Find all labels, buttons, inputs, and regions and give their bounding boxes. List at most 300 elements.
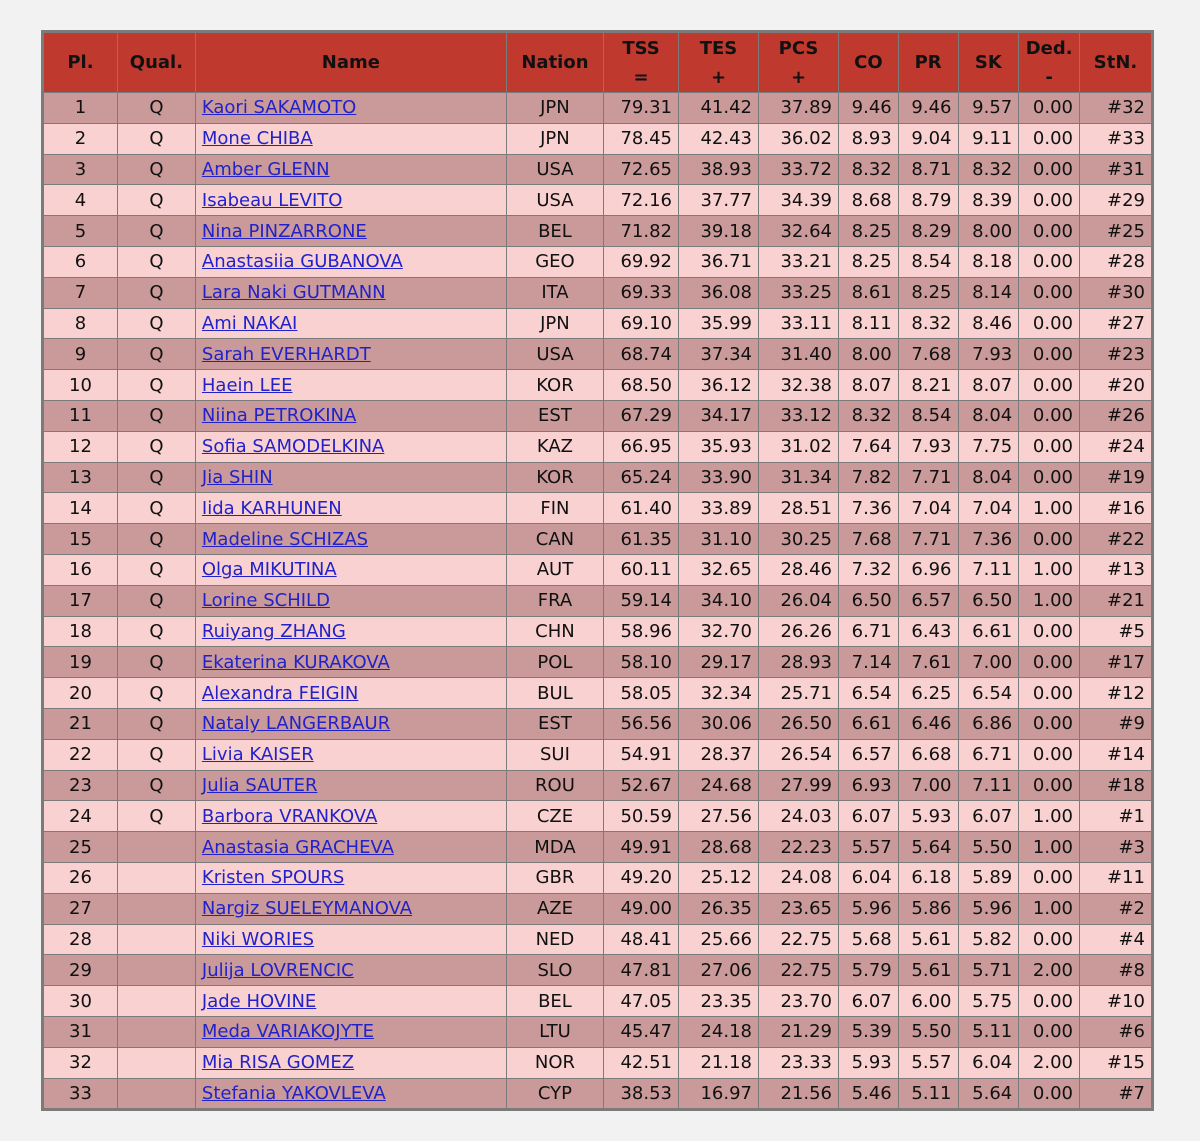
- table-row: [44, 894, 1151, 924]
- cell-co: 5.46: [839, 1079, 898, 1109]
- header-co-label: CO: [854, 52, 883, 73]
- cell-stn: #9: [1080, 709, 1151, 739]
- header-row: [44, 33, 1151, 92]
- header-sk: [959, 33, 1019, 92]
- cell-sk: 7.04: [959, 493, 1019, 523]
- skater-name-link[interactable]: Nina PINZARRONE: [201, 220, 367, 242]
- skater-name-link[interactable]: Sofia SAMODELKINA: [201, 436, 385, 458]
- skater-name-link[interactable]: Nataly LANGERBAUR: [201, 713, 391, 735]
- cell-name: [196, 894, 506, 924]
- cell-ded: 0.00: [1019, 155, 1079, 185]
- cell-pr: 7.68: [899, 339, 958, 369]
- cell-pcs: 31.02: [759, 432, 838, 462]
- header-tss: [604, 33, 678, 92]
- cell-qual: [118, 1079, 195, 1109]
- skater-name-link[interactable]: Anastasiia GUBANOVA: [201, 251, 403, 273]
- header-pr-label: PR: [914, 52, 942, 73]
- header-sk-label: SK: [974, 52, 1002, 73]
- cell-co: 8.07: [839, 370, 898, 400]
- cell-tes: 36.12: [679, 370, 758, 400]
- cell-ded: 0.00: [1019, 247, 1079, 277]
- skater-name-link[interactable]: Kristen SPOURS: [201, 867, 345, 889]
- cell-qual: Q: [118, 155, 195, 185]
- cell-pr: 5.61: [899, 955, 958, 985]
- cell-co: 5.79: [839, 955, 898, 985]
- cell-co: 7.36: [839, 493, 898, 523]
- cell-tes: 42.43: [679, 124, 758, 154]
- skater-name-link[interactable]: Jia SHIN: [201, 466, 273, 488]
- cell-nation: CYP: [507, 1079, 603, 1109]
- table-row: [44, 709, 1151, 739]
- cell-tss: 61.35: [604, 524, 678, 554]
- cell-tss: 58.96: [604, 617, 678, 647]
- cell-sk: 8.07: [959, 370, 1019, 400]
- cell-co: 6.04: [839, 863, 898, 893]
- skater-name-link[interactable]: Lara Naki GUTMANN: [201, 282, 386, 304]
- cell-tes: 32.70: [679, 617, 758, 647]
- skater-name-link[interactable]: Stefania YAKOVLEVA: [201, 1082, 386, 1104]
- cell-tss: 58.05: [604, 678, 678, 708]
- cell-nation: ROU: [507, 771, 603, 801]
- cell-qual: Q: [118, 740, 195, 770]
- skater-name-link[interactable]: Isabeau LEVITO: [201, 189, 343, 211]
- cell-ded: 0.00: [1019, 370, 1079, 400]
- cell-qual: Q: [118, 709, 195, 739]
- cell-name: [196, 216, 506, 246]
- cell-qual: Q: [118, 771, 195, 801]
- cell-stn: #27: [1080, 309, 1151, 339]
- cell-stn: #2: [1080, 894, 1151, 924]
- header-stn: [1080, 33, 1151, 92]
- cell-tes: 36.08: [679, 278, 758, 308]
- cell-ded: 0.00: [1019, 401, 1079, 431]
- table-row: [44, 493, 1151, 523]
- cell-pr: 5.61: [899, 925, 958, 955]
- header-tss-symbol: =: [633, 66, 649, 88]
- header-tes-label: TES: [699, 37, 738, 59]
- cell-tes: 32.34: [679, 678, 758, 708]
- cell-tes: 37.34: [679, 339, 758, 369]
- cell-nation: MDA: [507, 832, 603, 862]
- table-row: [44, 586, 1151, 616]
- cell-pcs: 23.65: [759, 894, 838, 924]
- cell-place: 7: [44, 278, 117, 308]
- skater-name-link[interactable]: Olga MIKUTINA: [201, 559, 337, 581]
- cell-place: 14: [44, 493, 117, 523]
- cell-ded: 0.00: [1019, 1017, 1079, 1047]
- cell-qual: [118, 1017, 195, 1047]
- skater-name-link[interactable]: Barbora VRANKOVA: [201, 805, 378, 827]
- cell-sk: 7.36: [959, 524, 1019, 554]
- skater-name-link[interactable]: Nargiz SUELEYMANOVA: [201, 898, 413, 920]
- cell-nation: GEO: [507, 247, 603, 277]
- cell-ded: 0.00: [1019, 93, 1079, 123]
- cell-tes: 31.10: [679, 524, 758, 554]
- cell-tss: 61.40: [604, 493, 678, 523]
- cell-tss: 69.10: [604, 309, 678, 339]
- cell-qual: Q: [118, 617, 195, 647]
- cell-qual: [118, 894, 195, 924]
- skater-name-link[interactable]: Sarah EVERHARDT: [201, 343, 371, 365]
- cell-nation: SUI: [507, 740, 603, 770]
- cell-pcs: 22.23: [759, 832, 838, 862]
- cell-tss: 72.65: [604, 155, 678, 185]
- cell-co: 6.07: [839, 986, 898, 1016]
- cell-pr: 8.54: [899, 247, 958, 277]
- skater-name-link[interactable]: Alexandra FEIGIN: [201, 682, 359, 704]
- cell-stn: #21: [1080, 586, 1151, 616]
- cell-pcs: 26.54: [759, 740, 838, 770]
- cell-pcs: 28.46: [759, 555, 838, 585]
- cell-tss: 67.29: [604, 401, 678, 431]
- cell-sk: 6.54: [959, 678, 1019, 708]
- cell-tes: 35.99: [679, 309, 758, 339]
- cell-pcs: 27.99: [759, 771, 838, 801]
- cell-sk: 5.75: [959, 986, 1019, 1016]
- cell-nation: BUL: [507, 678, 603, 708]
- cell-tss: 68.74: [604, 339, 678, 369]
- results-table-container: [41, 30, 1154, 1111]
- cell-ded: 0.00: [1019, 709, 1079, 739]
- cell-qual: Q: [118, 309, 195, 339]
- cell-place: 26: [44, 863, 117, 893]
- cell-co: 7.68: [839, 524, 898, 554]
- table-row: [44, 93, 1151, 123]
- cell-name: [196, 309, 506, 339]
- cell-co: 5.68: [839, 925, 898, 955]
- table-row: [44, 216, 1151, 246]
- cell-pcs: 34.39: [759, 185, 838, 215]
- header-ded-symbol: -: [1045, 66, 1053, 88]
- cell-stn: #33: [1080, 124, 1151, 154]
- cell-nation: KAZ: [507, 432, 603, 462]
- cell-pcs: 22.75: [759, 955, 838, 985]
- skater-name-link[interactable]: Niina PETROKINA: [201, 405, 357, 427]
- header-pcs-symbol: +: [790, 66, 807, 88]
- cell-tes: 34.10: [679, 586, 758, 616]
- cell-pcs: 26.50: [759, 709, 838, 739]
- skater-name-link[interactable]: Ruiyang ZHANG: [201, 620, 346, 642]
- cell-co: 8.32: [839, 401, 898, 431]
- cell-co: 5.57: [839, 832, 898, 862]
- cell-place: 28: [44, 925, 117, 955]
- cell-place: 12: [44, 432, 117, 462]
- table-row: [44, 185, 1151, 215]
- cell-co: 8.25: [839, 216, 898, 246]
- table-row: [44, 1079, 1151, 1109]
- table-row: [44, 309, 1151, 339]
- results-table: [43, 32, 1152, 1109]
- cell-nation: EST: [507, 709, 603, 739]
- cell-stn: #31: [1080, 155, 1151, 185]
- cell-pcs: 26.26: [759, 617, 838, 647]
- skater-name-link[interactable]: Anastasia GRACHEVA: [201, 836, 394, 858]
- skater-name-link[interactable]: Ami NAKAI: [201, 312, 298, 334]
- cell-qual: Q: [118, 647, 195, 677]
- cell-nation: AZE: [507, 894, 603, 924]
- cell-co: 8.00: [839, 339, 898, 369]
- cell-ded: 0.00: [1019, 1079, 1079, 1109]
- skater-name-link[interactable]: Iida KARHUNEN: [201, 497, 342, 519]
- cell-tss: 78.45: [604, 124, 678, 154]
- cell-sk: 5.64: [959, 1079, 1019, 1109]
- cell-qual: [118, 863, 195, 893]
- cell-pr: 7.00: [899, 771, 958, 801]
- cell-stn: #24: [1080, 432, 1151, 462]
- cell-pr: 5.57: [899, 1048, 958, 1078]
- cell-qual: Q: [118, 216, 195, 246]
- cell-tes: 27.56: [679, 801, 758, 831]
- cell-place: 33: [44, 1079, 117, 1109]
- cell-tes: 38.93: [679, 155, 758, 185]
- cell-nation: BEL: [507, 986, 603, 1016]
- cell-nation: CHN: [507, 617, 603, 647]
- cell-nation: CAN: [507, 524, 603, 554]
- cell-ded: 0.00: [1019, 986, 1079, 1016]
- cell-stn: #15: [1080, 1048, 1151, 1078]
- cell-qual: Q: [118, 524, 195, 554]
- cell-pr: 7.93: [899, 432, 958, 462]
- cell-tss: 48.41: [604, 925, 678, 955]
- cell-pcs: 24.08: [759, 863, 838, 893]
- cell-stn: #17: [1080, 647, 1151, 677]
- cell-nation: USA: [507, 185, 603, 215]
- cell-name: [196, 925, 506, 955]
- cell-name: [196, 771, 506, 801]
- cell-place: 21: [44, 709, 117, 739]
- cell-pr: 7.71: [899, 524, 958, 554]
- cell-tss: 38.53: [604, 1079, 678, 1109]
- cell-tes: 35.93: [679, 432, 758, 462]
- cell-name: [196, 678, 506, 708]
- table-row: [44, 986, 1151, 1016]
- header-tes-symbol: +: [710, 66, 727, 88]
- cell-name: [196, 432, 506, 462]
- cell-ded: 0.00: [1019, 678, 1079, 708]
- cell-nation: POL: [507, 647, 603, 677]
- header-stn-label: StN.: [1093, 52, 1138, 73]
- cell-tes: 23.35: [679, 986, 758, 1016]
- cell-pcs: 33.12: [759, 401, 838, 431]
- cell-name: [196, 124, 506, 154]
- cell-name: [196, 524, 506, 554]
- cell-sk: 6.07: [959, 801, 1019, 831]
- cell-pcs: 24.03: [759, 801, 838, 831]
- cell-stn: #32: [1080, 93, 1151, 123]
- cell-place: 11: [44, 401, 117, 431]
- cell-pr: 8.21: [899, 370, 958, 400]
- cell-sk: 5.96: [959, 894, 1019, 924]
- table-row: [44, 124, 1151, 154]
- skater-name-link[interactable]: Niki WORIES: [201, 928, 315, 950]
- cell-co: 7.64: [839, 432, 898, 462]
- skater-name-link[interactable]: Mone CHIBA: [201, 128, 313, 150]
- cell-tss: 72.16: [604, 185, 678, 215]
- cell-qual: Q: [118, 678, 195, 708]
- cell-place: 30: [44, 986, 117, 1016]
- cell-co: 6.57: [839, 740, 898, 770]
- skater-name-link[interactable]: Haein LEE: [201, 374, 293, 396]
- header-ded: [1019, 33, 1079, 92]
- cell-pcs: 31.34: [759, 463, 838, 493]
- cell-place: 2: [44, 124, 117, 154]
- cell-name: [196, 832, 506, 862]
- cell-name: [196, 278, 506, 308]
- cell-stn: #14: [1080, 740, 1151, 770]
- cell-qual: Q: [118, 185, 195, 215]
- cell-pcs: 31.40: [759, 339, 838, 369]
- cell-stn: #6: [1080, 1017, 1151, 1047]
- cell-pcs: 33.72: [759, 155, 838, 185]
- cell-sk: 7.75: [959, 432, 1019, 462]
- cell-place: 17: [44, 586, 117, 616]
- cell-pr: 5.86: [899, 894, 958, 924]
- cell-name: [196, 740, 506, 770]
- table-row: [44, 1017, 1151, 1047]
- cell-sk: 6.04: [959, 1048, 1019, 1078]
- table-row: [44, 678, 1151, 708]
- table-row: [44, 155, 1151, 185]
- cell-name: [196, 155, 506, 185]
- cell-tss: 60.11: [604, 555, 678, 585]
- header-place: [44, 33, 117, 92]
- header-nation-label: Nation: [521, 52, 589, 73]
- cell-ded: 2.00: [1019, 955, 1079, 985]
- cell-name: [196, 493, 506, 523]
- cell-nation: NOR: [507, 1048, 603, 1078]
- skater-name-link[interactable]: Jade HOVINE: [201, 990, 317, 1012]
- results-body: [44, 93, 1151, 1108]
- cell-place: 6: [44, 247, 117, 277]
- table-row: [44, 432, 1151, 462]
- cell-stn: #12: [1080, 678, 1151, 708]
- cell-tss: 45.47: [604, 1017, 678, 1047]
- cell-tes: 37.77: [679, 185, 758, 215]
- cell-nation: EST: [507, 401, 603, 431]
- cell-stn: #5: [1080, 617, 1151, 647]
- cell-ded: 0.00: [1019, 771, 1079, 801]
- skater-name-link[interactable]: Lorine SCHILD: [201, 590, 330, 612]
- cell-place: 16: [44, 555, 117, 585]
- cell-tss: 65.24: [604, 463, 678, 493]
- cell-nation: FRA: [507, 586, 603, 616]
- cell-tes: 30.06: [679, 709, 758, 739]
- header-tss-label: TSS: [622, 37, 660, 59]
- cell-sk: 7.00: [959, 647, 1019, 677]
- cell-pr: 9.04: [899, 124, 958, 154]
- cell-ded: 0.00: [1019, 339, 1079, 369]
- cell-place: 13: [44, 463, 117, 493]
- header-tes: [679, 33, 758, 92]
- cell-ded: 0.00: [1019, 740, 1079, 770]
- header-pcs: [759, 33, 838, 92]
- header-pcs-label: PCS: [778, 37, 819, 59]
- cell-co: 6.61: [839, 709, 898, 739]
- cell-sk: 8.00: [959, 216, 1019, 246]
- cell-pr: 8.25: [899, 278, 958, 308]
- cell-co: 7.32: [839, 555, 898, 585]
- cell-name: [196, 647, 506, 677]
- cell-tss: 49.91: [604, 832, 678, 862]
- table-row: [44, 832, 1151, 862]
- cell-sk: 5.50: [959, 832, 1019, 862]
- cell-sk: 6.50: [959, 586, 1019, 616]
- table-row: [44, 617, 1151, 647]
- cell-stn: #1: [1080, 801, 1151, 831]
- cell-sk: 5.71: [959, 955, 1019, 985]
- cell-pr: 8.79: [899, 185, 958, 215]
- cell-place: 4: [44, 185, 117, 215]
- cell-ded: 0.00: [1019, 432, 1079, 462]
- header-name-label: Name: [321, 52, 380, 73]
- cell-qual: [118, 925, 195, 955]
- cell-name: [196, 247, 506, 277]
- cell-qual: Q: [118, 370, 195, 400]
- skater-name-link[interactable]: Mia RISA GOMEZ: [201, 1052, 355, 1074]
- cell-name: [196, 1079, 506, 1109]
- cell-ded: 0.00: [1019, 925, 1079, 955]
- cell-qual: Q: [118, 463, 195, 493]
- cell-qual: [118, 1048, 195, 1078]
- cell-name: [196, 863, 506, 893]
- skater-name-link[interactable]: Livia KAISER: [201, 744, 314, 766]
- skater-name-link[interactable]: Julia SAUTER: [201, 774, 318, 796]
- cell-name: [196, 955, 506, 985]
- table-row: [44, 555, 1151, 585]
- cell-place: 19: [44, 647, 117, 677]
- cell-place: 27: [44, 894, 117, 924]
- cell-tss: 59.14: [604, 586, 678, 616]
- skater-name-link[interactable]: Meda VARIAKOJYTE: [201, 1021, 374, 1043]
- cell-stn: #20: [1080, 370, 1151, 400]
- cell-name: [196, 339, 506, 369]
- cell-tss: 42.51: [604, 1048, 678, 1078]
- table-row: [44, 863, 1151, 893]
- cell-place: 31: [44, 1017, 117, 1047]
- cell-ded: 0.00: [1019, 216, 1079, 246]
- cell-sk: 5.82: [959, 925, 1019, 955]
- cell-nation: USA: [507, 339, 603, 369]
- cell-pcs: 23.33: [759, 1048, 838, 1078]
- skater-name-link[interactable]: Julija LOVRENCIC: [201, 959, 354, 981]
- cell-sk: 8.46: [959, 309, 1019, 339]
- cell-tes: 33.89: [679, 493, 758, 523]
- cell-ded: 0.00: [1019, 617, 1079, 647]
- cell-sk: 5.11: [959, 1017, 1019, 1047]
- skater-name-link[interactable]: Amber GLENN: [201, 158, 330, 180]
- cell-nation: JPN: [507, 124, 603, 154]
- cell-sk: 8.18: [959, 247, 1019, 277]
- cell-place: 32: [44, 1048, 117, 1078]
- header-qual: [118, 33, 195, 92]
- cell-qual: Q: [118, 401, 195, 431]
- cell-qual: Q: [118, 93, 195, 123]
- cell-co: 8.93: [839, 124, 898, 154]
- table-row: [44, 1048, 1151, 1078]
- skater-name-link[interactable]: Kaori SAKAMOTO: [201, 97, 357, 119]
- cell-pcs: 36.02: [759, 124, 838, 154]
- table-row: [44, 278, 1151, 308]
- cell-tes: 25.66: [679, 925, 758, 955]
- header-qual-label: Qual.: [129, 52, 184, 73]
- cell-pr: 5.93: [899, 801, 958, 831]
- cell-pr: 8.32: [899, 309, 958, 339]
- skater-name-link[interactable]: Madeline SCHIZAS: [201, 528, 369, 550]
- table-row: [44, 740, 1151, 770]
- cell-qual: Q: [118, 801, 195, 831]
- skater-name-link[interactable]: Ekaterina KURAKOVA: [201, 651, 390, 673]
- cell-name: [196, 185, 506, 215]
